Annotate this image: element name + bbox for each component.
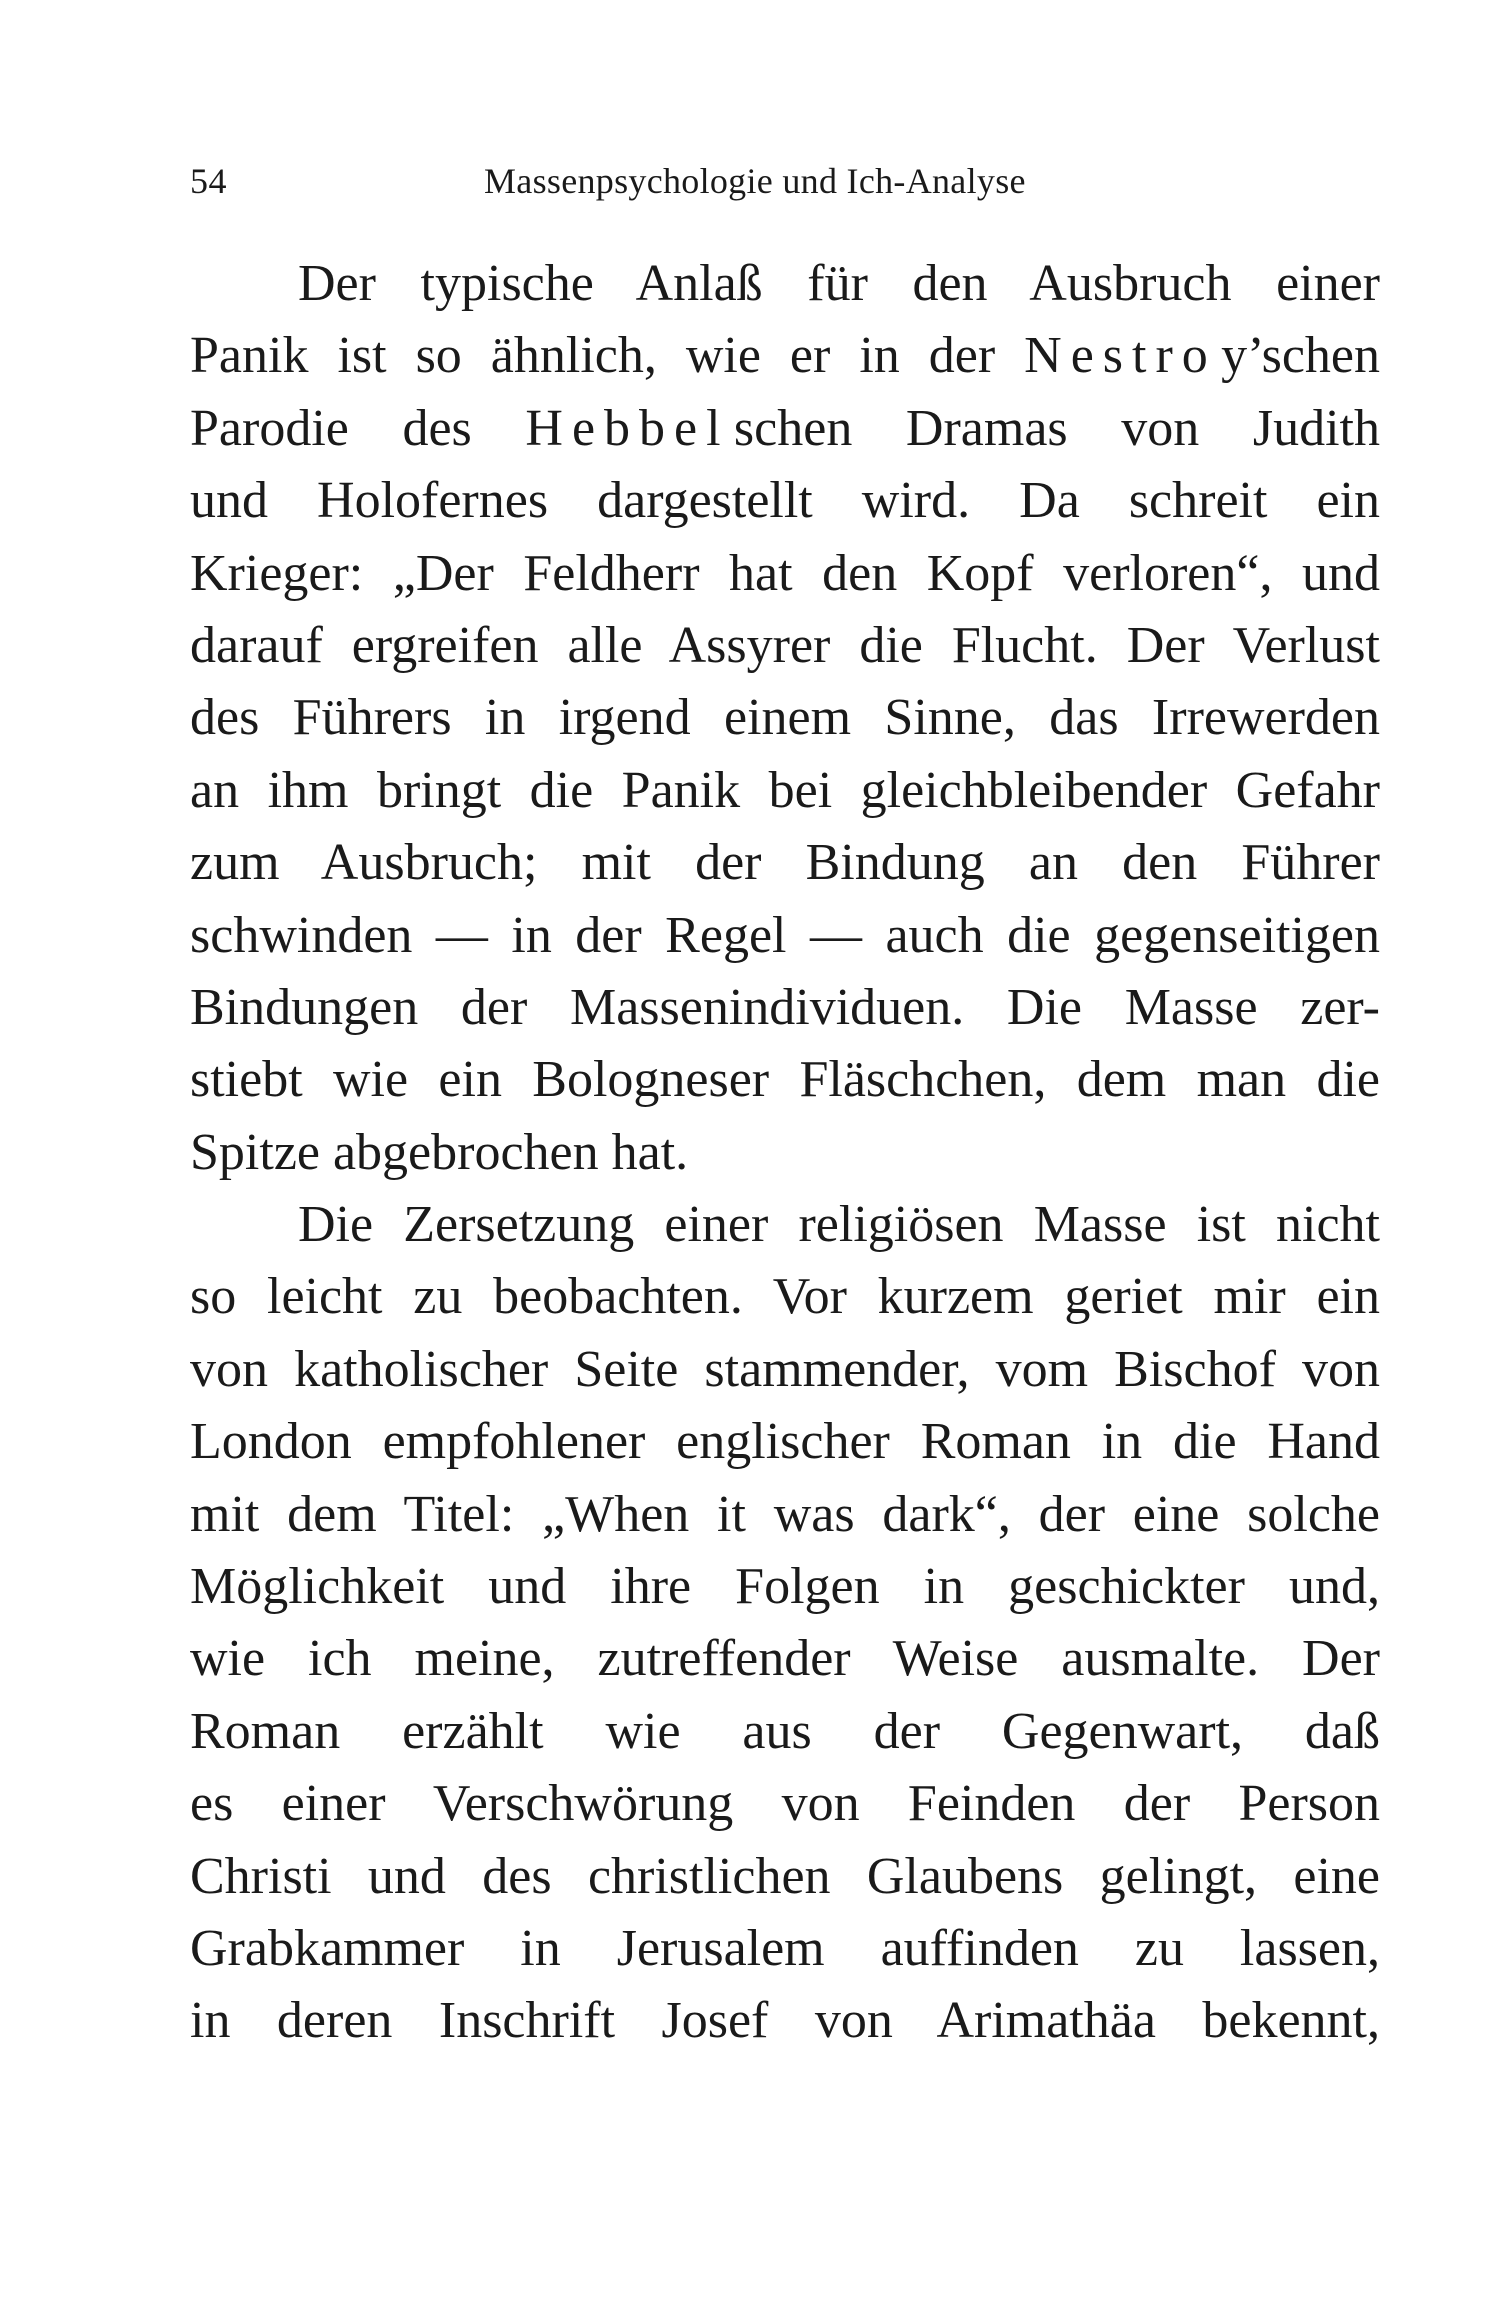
page-number: 54 [190,161,227,201]
page-header [0,148,1488,208]
text-line: an ihm bringt die Panik bei gleichbleibender Gefahr [190,761,1380,819]
text-line: es einer Verschwörung von Feinden der Person [190,1775,1380,1833]
text-line: des Führers in irgend einem Sinne, das Irrewerden [190,689,1380,747]
text-line [190,393,1380,465]
text-segment: y’schen [1221,327,1380,385]
text-line: Möglichkeit und ihre Folgen in geschickter und, [190,1558,1380,1616]
text-line: Der typische Anlaß für den Ausbruch einer [298,255,1380,312]
running-title: Massenpsychologie und Ich-Analyse [484,161,1026,201]
text-line: London empfohlener englischer Roman in die Hand [190,1413,1380,1471]
spaced-name: Nestro [1024,327,1217,385]
text-line: schwinden — in der Regel — auch die gegenseitigen [190,906,1380,964]
text-segment: Parodie des [190,399,472,457]
text-line: Die Zersetzung einer religiösen Masse ist nicht [298,1196,1380,1254]
paragraph-1 [190,248,1380,1189]
text-line: Christi und des christlichen Glaubens gelingt, eine [190,1847,1380,1905]
text-line: Roman erzählt wie aus der Gegenwart, daß [190,1702,1380,1760]
text-line: in deren Inschrift Josef von Arimathäa bekennt, [190,1992,1380,2050]
text-line: von katholischer Seite stammender, vom Bischof von [190,1340,1380,1398]
text-line: mit dem Titel: „When it was dark“, der eine solche [190,1485,1380,1543]
text-line: und Holofernes dargestellt wird. Da schreit ein [190,472,1380,530]
text-segment: schen Dramas von Judith [733,399,1380,457]
spaced-name: Hebbel [525,399,730,457]
text-line: Grabkammer in Jerusalem auffinden zu lassen, [190,1919,1380,1977]
text-line: zum Ausbruch; mit der Bindung an den Führer [190,834,1380,892]
text-line: stiebt wie ein Bologneser Fläschchen, dem man die [190,1051,1380,1109]
text-line: wie ich meine, zutreffender Weise ausmalte. Der [190,1630,1380,1688]
text-line: so leicht zu beobachten. Vor kurzem geriet mir ein [190,1268,1380,1326]
text-line: Bindungen der Massenindividuen. Die Masse zer- [190,978,1380,1036]
text-line: Spitze abgebrochen hat. [190,1123,689,1181]
text-line: Krieger: „Der Feldherr hat den Kopf verloren“, und [190,544,1380,602]
text-line [190,320,1380,392]
text-segment: Panik ist so ähnlich, wie er in der [190,327,996,385]
paragraph-2 [190,1189,1380,2058]
text-line: darauf ergreifen alle Assyrer die Flucht. Der Verlust [190,616,1380,674]
body-text [190,248,1380,2058]
